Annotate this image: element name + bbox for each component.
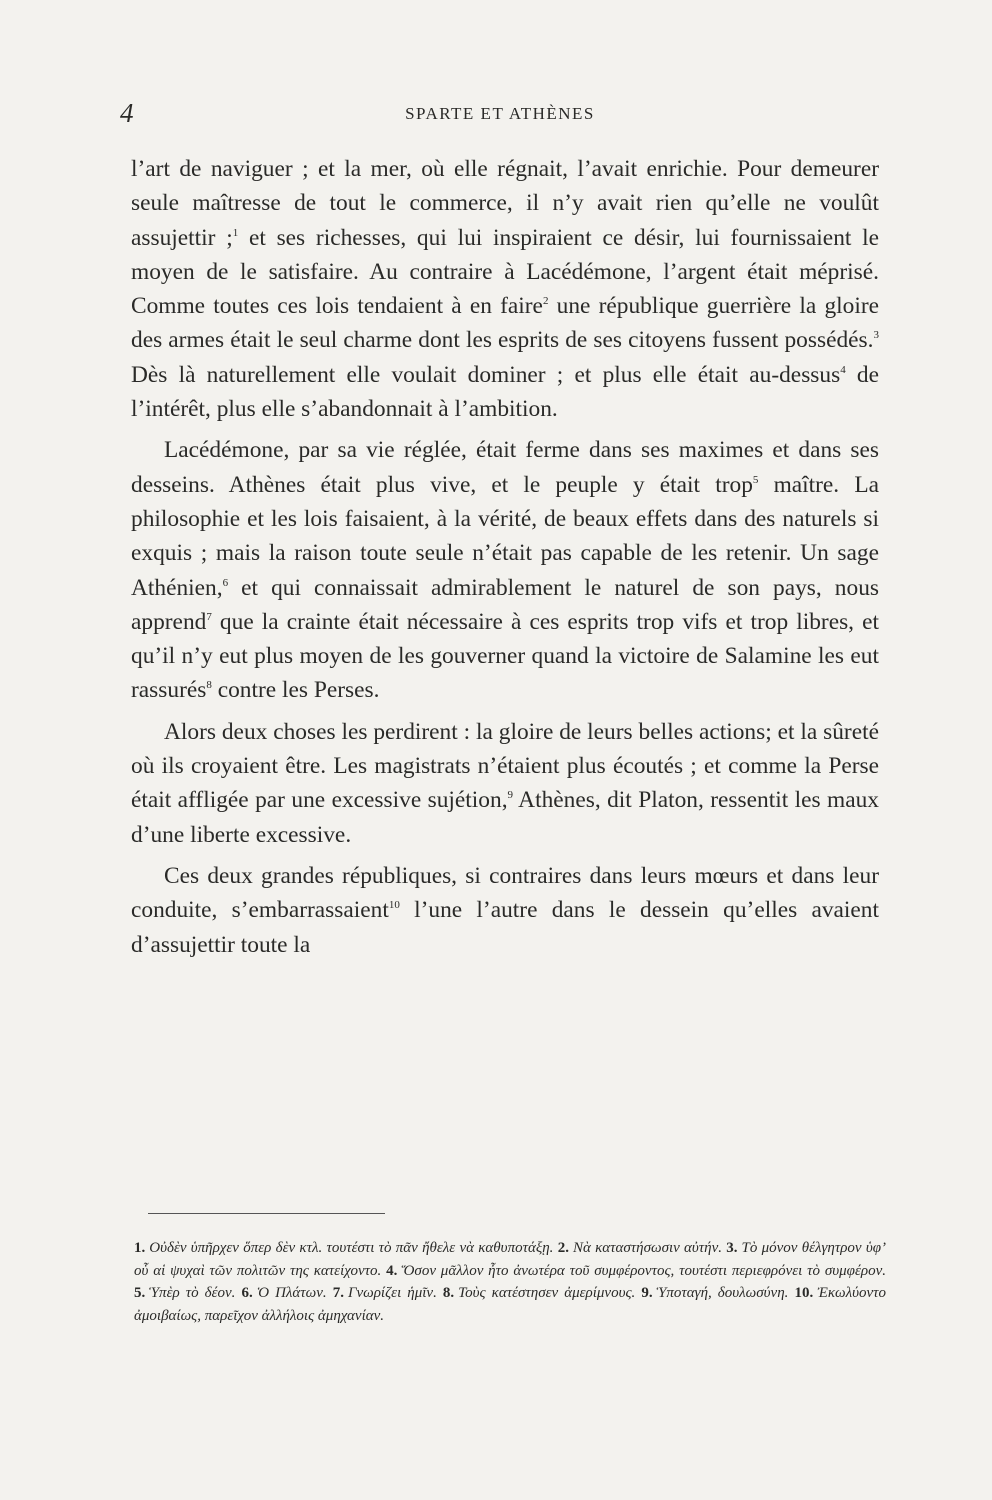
footnote-text: Τοὺς κατέστησεν ἀμερίμνους. [458,1285,636,1301]
text-run: une république guerrière la gloire des armes était le seul charme dont les esprits de ses citoyens fussent possédés. [131,293,880,354]
footnote-number: 3. [726,1240,738,1256]
footnote-number: 1. [134,1240,146,1256]
footnote [641,1285,794,1301]
page-header [120,98,880,138]
footnote [333,1285,443,1301]
footnote-text: Γνωρίζει ἡμῖν. [347,1285,437,1301]
text-run: l’art de naviguer ; et la mer, où elle régnait, l’avait enrichie. Pour demeurer seule maîtresse de tout le commerce, il n’y avait rien qu’elle ne voulût assujettir ; [131,156,879,251]
footnote-ref: 2 [542,295,549,308]
running-title: SPARTE ET ATHÈNES [405,104,595,123]
text-run: maître. La philosophie et les lois faisaient, à la vérité, de beaux effets dans des naturels si exquis ; mais la raison toute seule n’était pas capable de les retenir. Un sage Athénien, [131,471,879,601]
text-run: Lacédémone, par sa vie réglée, était ferme dans ses maximes et dans ses desseins. Athènes était plus vive, et le peuple y était trop [131,437,879,498]
footnote-ref: 6 [222,576,229,589]
footnote-text: Τὸ μόνον θέλγητρον ὑφ’ οὗ αἱ ψυχαὶ τῶν πολιτῶν της κατείχοντο. [134,1240,886,1279]
text-run: contre les Perses. [211,677,380,704]
footnote-number: 6. [241,1285,253,1301]
text-run: que la crainte était nécessaire à ces esprits trop vifs et trop libres, et qu’il n’y eut plus moyen de les gouverner quand la victoire de Salamine les eut rassurés [131,608,879,704]
footnotes [134,1237,886,1327]
footnote-ref: 3 [873,329,879,342]
footnote-number: 5. [134,1285,146,1301]
footnote-text: Ὑπὲρ τὸ δέον. [149,1285,236,1301]
footnote-number: 10. [794,1285,814,1301]
footnote [241,1285,332,1301]
footnote-number: 8. [442,1285,455,1301]
text-run: Dès là naturellement elle voulait dominer ; et plus elle était au-dessus [131,361,841,388]
paragraph-3 [131,715,879,852]
text-run: l’une l’autre dans le dessein qu’elles avaient d’assujettir toute la [131,897,879,958]
text-run: de l’intérêt, plus elle s’abandonnait à l’ambition. [131,361,879,423]
footnote-ref: 4 [840,363,846,376]
footnote [386,1263,886,1279]
text-run: Athènes, dit Platon, ressentit les maux d’une liberte excessive. [131,787,879,848]
body-text [131,152,879,962]
text-run: et ses richesses, qui lui inspiraient ce désir, lui fournissaient le moyen de le satisfaire. Au contraire à Lacédémone, l’argent était méprisé. Comme toutes ces lois tendaient à en faire [131,224,880,320]
footnote-ref: 7 [206,611,212,624]
footnote-text: Ὁ Πλάτων. [256,1285,327,1301]
paragraph-1 [131,152,879,426]
footnote-text: Οὐδὲν ὑπῆρχεν ὅπερ δὲν κτλ. τουτέστι τὸ πᾶν ἤθελε νὰ καθυποτάξῃ. [149,1240,554,1256]
footnote [558,1240,727,1256]
footnote-text: Ὑποταγή, δουλωσύνη. [656,1285,789,1301]
footnote-ref: 5 [752,473,759,486]
footnote-number: 2. [557,1240,569,1256]
footnote-text: Ἐκωλύοντο ἀμοιβαίως, παρεῖχον ἀλλήλοις ἀμηχανίαν. [134,1285,887,1324]
footnote-ref: 10 [388,899,400,912]
text-run: Alors deux choses les perdirent : la gloire de leurs belles actions; et la sûreté où ils croyaient être. Les magistrats n’étaient plus écoutés ; et comme la Perse était affligée par une excessive sujétion, [131,718,879,814]
footnote-number: 9. [641,1285,653,1301]
footnote-text: Νὰ καταστήσωσιν αὐτήν. [572,1240,723,1256]
footnote [134,1240,558,1256]
footnote-ref: 1 [232,226,239,239]
text-run: et qui connaissait admirablement le naturel de son pays, nous apprend [131,574,879,635]
footnote-rule [148,1213,385,1214]
footnote-number: 4. [386,1262,398,1279]
footnote-ref: 8 [206,679,212,692]
footnote-ref: 9 [507,789,514,802]
page-number: 4 [120,98,134,128]
footnote [134,1285,241,1301]
paragraph-2 [131,433,879,707]
footnote-number: 7. [332,1285,344,1301]
footnote-text: Ὅσον μᾶλλον ἦτο ἀνωτέρα τοῦ συμφέροντος, τουτέστι περιεφρόνει τὸ συμφέρον. [401,1262,886,1279]
text-run: Ces deux grandes républiques, si contraires dans leurs mœurs et dans leur conduite, s’embarrassaient [131,862,879,924]
footnote [443,1285,641,1301]
paragraph-4 [131,859,879,962]
